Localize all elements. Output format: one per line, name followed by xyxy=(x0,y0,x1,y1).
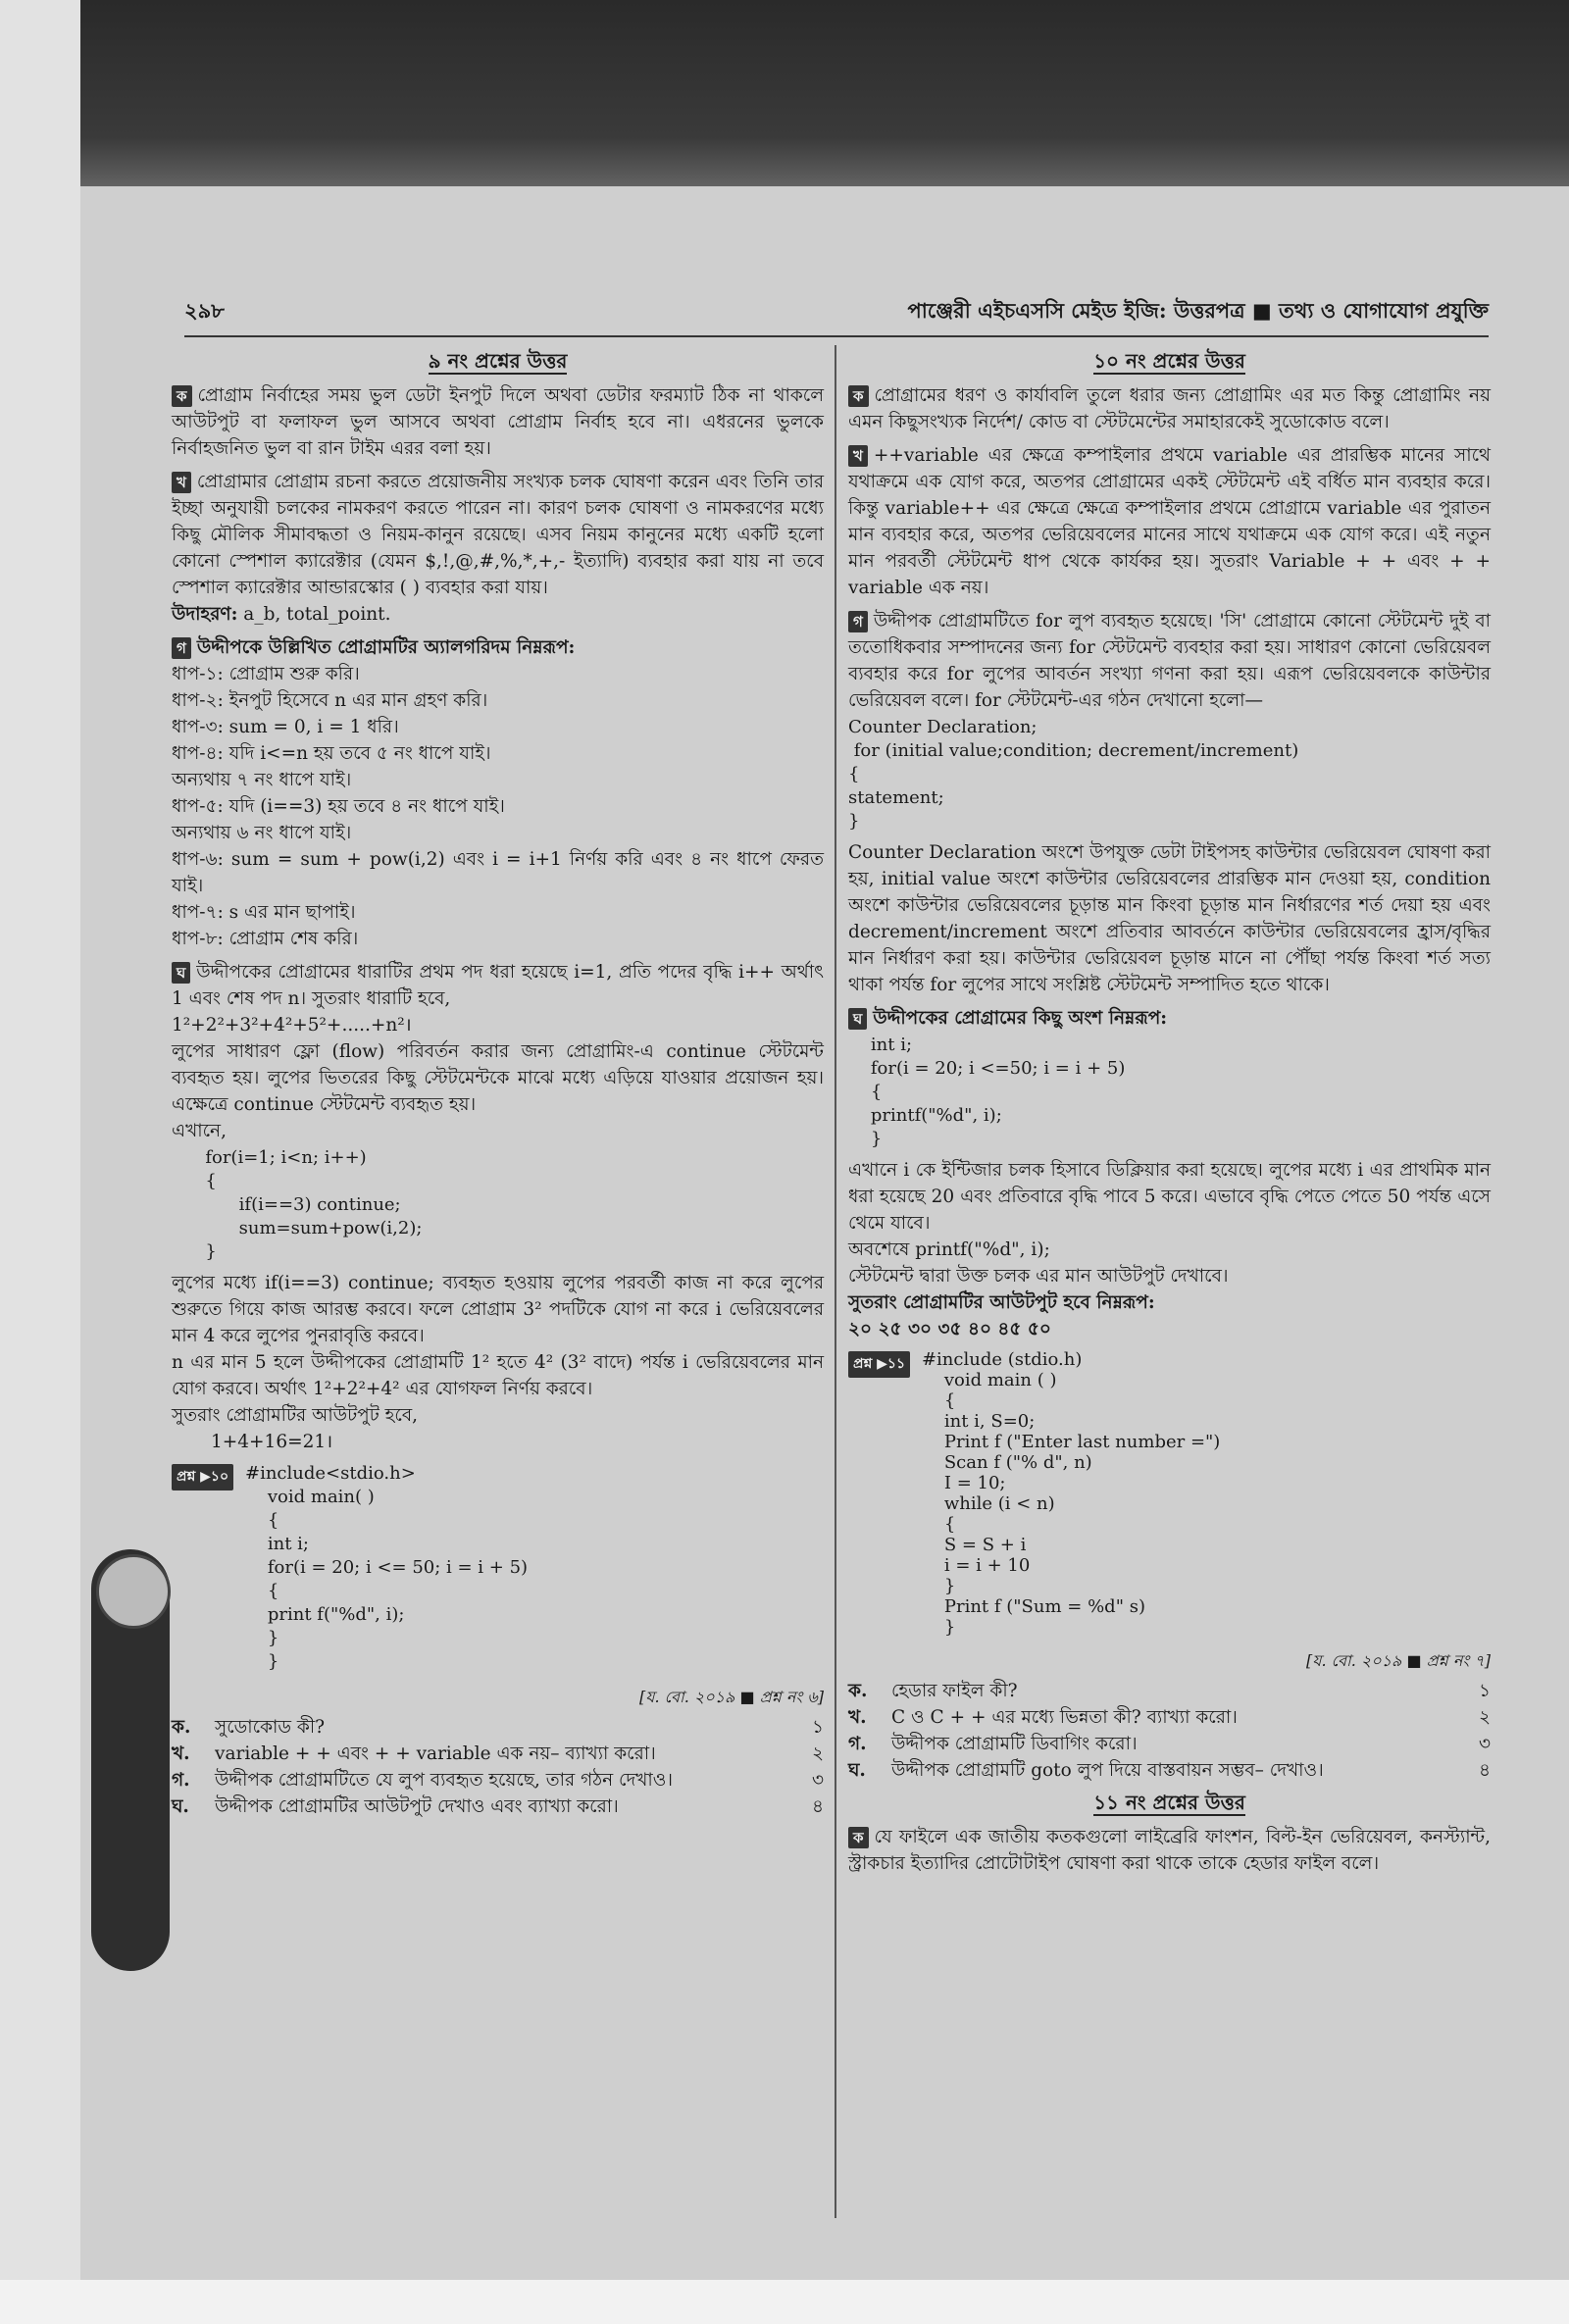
right-column xyxy=(848,348,1491,1884)
answer-9-gha: ঘ উদ্দীপকের প্রোগ্রামের ধারাটির প্রথম পদ ধরা হয়েছে i=1, প্রতি পদের বৃদ্ধি i++ অর্থাৎ 1 এবং শেষ পদ n। সুতরাং ধারাটি হবে, xyxy=(172,962,824,1009)
sub-question: ঘ. উদ্দীপক প্রোগ্রামটির আউটপুট দেখাও এবং ব্যাখ্যা করো। ৪ xyxy=(172,1796,824,1817)
answer-10-title: ১০ নং প্রশ্নের উত্তর xyxy=(1093,349,1245,373)
output-intro: সুতরাং প্রোগ্রামটির আউটপুট হবে নিম্নরূপ: xyxy=(848,1292,1155,1313)
marker-kha: খ xyxy=(848,445,868,467)
output-values: ২০ ২৫ ৩০ ৩৫ ৪০ ৪৫ ৫০ xyxy=(848,1319,1051,1339)
answer-9-ka: ক প্রোগ্রাম নির্বাহের সময় ভুল ডেটা ইনপুট দিলে অথবা ডেটার ফরম্যাট ঠিক না থাকলে আউটপুট বা ফলাফল ভুল আসবে অথবা প্রোগ্রাম নির্বাহ হবে না। এধরনের ভুলকে নির্বাহজনিত ভুল বা রান টাইম এরর বলা হয়। xyxy=(172,385,824,459)
question-11 xyxy=(848,1349,1491,1784)
algorithm-step: ধাপ-৬: sum = sum + pow(i,2) এবং i = i+1 নির্ণয় করি এবং ৪ নং ধাপে ফেরত যাই। xyxy=(172,849,824,896)
answer-9-title: ৯ নং প্রশ্নের উত্তর xyxy=(428,349,568,373)
sub-question: গ. উদ্দীপক প্রোগ্রামটিতে যে লুপ ব্যবহৃত হয়েছে, তার গঠন দেখাও। ৩ xyxy=(172,1770,824,1791)
continue-effect: লুপের মধ্যে if(i==3) continue; ব্যবহৃত হওয়ায় লুপের পরবর্তী কাজ না করে লুপের শুরুতে গিয়ে কাজ আরম্ভ করবে। ফলে প্রোগ্রাম 3² পদটিকে যোগ না করে i ভেরিয়েবলের মান 4 করে লুপের পুনরাবৃত্তি করবে। xyxy=(172,1273,824,1346)
question-10-source: [য. বো. ২০১৯ ■ প্রশ্ন নং ৬] xyxy=(639,1688,824,1706)
publisher-logo-icon xyxy=(96,1554,171,1629)
marker-kha: খ xyxy=(172,472,191,493)
answer-11-title: ১১ নং প্রশ্নের উত্তর xyxy=(1093,1791,1245,1814)
output-intro: সুতরাং প্রোগ্রামটির আউটপুট হবে, xyxy=(172,1405,419,1426)
answer-11-ka: ক যে ফাইলে এক জাতীয় কতকগুলো লাইব্রেরি ফাংশন, বিল্ট-ইন ভেরিয়েবল, কনস্ট্যান্ট, স্ট্রাকচার ইত্যাদির প্রোটোটাইপ ঘোষণা করা থাকে তাকে হেডার ফাইল বলে। xyxy=(848,1827,1491,1874)
continue-explanation: লুপের সাধারণ ফ্লো (flow) পরিবর্তন করার জন্য প্রোগ্রামিং-এ continue স্টেটমেন্ট ব্যবহৃত হয়। লুপের ভিতরের কিছু স্টেটমেন্টকে মাঝে মধ্যে এড়িয়ে যাওয়ার প্রয়োজন হয়। এক্ষেত্রে continue স্টেটমেন্ট ব্যবহৃত হয়। xyxy=(172,1041,824,1115)
sub-question: ক. সুডোকোড কী? ১ xyxy=(172,1717,824,1738)
answer-9-kha: খ প্রোগ্রামার প্রোগ্রাম রচনা করতে প্রয়োজনীয় সংখ্যক চলক ঘোষণা করেন এবং তিনি তার ইচ্ছা অনুযায়ী চলকের নামকরণ করতে পারেন না। কারণ চলক ঘোষণা ও নামকরণের মধ্যে কিছু মৌলিক সীমাবদ্ধতা ও নিয়ম-কানুন রয়েছে। এসব নিয়ম কানুনের মধ্যে একটি হলো কোনো স্পেশাল ক্যারেক্টার (যেমন $,!,@,#,%,*,+,- ইত্যাদি) ব্যবহার করা যায় না তবে স্পেশাল ক্যারেক্টার আন্ডারস্কোর ( ) ব্যবহার করা যায়। উদাহরণ: a_b, total_point. xyxy=(172,472,824,625)
algorithm-step: ধাপ-৮: প্রোগ্রাম শেষ করি। xyxy=(172,929,359,949)
program-part-code: int i; for(i = 20; i <=50; i = i + 5) { printf("%d", i); } xyxy=(870,1035,1126,1149)
marker-ka: ক xyxy=(848,1827,869,1848)
for-syntax-code: Counter Declaration; for (initial value;condition; decrement/increment) { statement; } xyxy=(848,717,1299,832)
marker-gha: ঘ xyxy=(848,1008,867,1030)
series-expression: 1²+2²+3²+4²+5²+.....+n²। xyxy=(172,1015,412,1036)
algorithm-step: অন্যথায় ৭ নং ধাপে যাই। xyxy=(172,770,352,790)
algorithm-step: অন্যথায় ৬ নং ধাপে যাই। xyxy=(172,823,352,843)
marker-ga: গ xyxy=(172,637,191,659)
answer-9-ga: গ উদ্দীপকে উল্লিখিত প্রোগ্রামটির অ্যালগরিদম নিম্নরূপ: xyxy=(172,634,824,661)
marker-ka: ক xyxy=(848,385,869,407)
question-11-code: #include (stdio.h) void main ( ) { int i, S=0; Print f ("Enter last number =") Scan f ("% d", n) I = 10; while (i < n) { S = S + i i = i + 10 } Print f ("Sum = %d" s) } xyxy=(921,1349,1221,1638)
column-divider xyxy=(835,345,836,2218)
page-number: ২৯৮ xyxy=(184,298,225,323)
bottom-margin-strip xyxy=(0,2280,1569,2324)
sub-question: ঘ. উদ্দীপক প্রোগ্রামটি goto লুপ দিয়ে বাস্তবায়ন সম্ভব– দেখাও। ৪ xyxy=(848,1760,1491,1781)
sub-question: ক. হেডার ফাইল কী? ১ xyxy=(848,1681,1491,1701)
algorithm-step: ধাপ-১: প্রোগ্রাম শুরু করি। xyxy=(172,664,360,684)
answer-10-gha: ঘ উদ্দীপকের প্রোগ্রামের কিছু অংশ নিম্নরূপ: xyxy=(848,1005,1491,1032)
here-label: এখানে, xyxy=(172,1121,227,1141)
question-11-label: প্রশ্ন ▶১১ xyxy=(848,1351,910,1378)
answer-10-ga: গ উদ্দীপক প্রোগ্রামটিতে for লুপ ব্যবহৃত হয়েছে। 'সি' প্রোগ্রামে কোনো স্টেটমেন্ট দুই বা ততোধিকবার সম্পাদনের জন্য for স্টেটমেন্ট ব্যবহার করা হয়। সাধারণ কোনো ভেরিয়েবল ব্যবহার করে for লুপের আবর্তন সংখ্যা গণনা করা হয়। এরূপ ভেরিয়েবলকে কাউন্টার ভেরিয়েবল বলে। for স্টেটমেন্ট-এর গঠন দেখানো হলো— xyxy=(848,611,1491,711)
book-title: পাঞ্জেরী এইচএসসি মেইড ইজি: উত্তরপত্র ■ তথ্য ও যোগাযোগ প্রযুক্তি xyxy=(907,298,1489,323)
sub-question: খ. C ও C + + এর মধ্যে ভিন্নতা কী? ব্যাখ্যা করো। ২ xyxy=(848,1707,1491,1728)
marker-ga: গ xyxy=(848,611,868,632)
left-column xyxy=(172,348,824,1820)
algorithm-step: ধাপ-৭: s এর মান ছাপাই। xyxy=(172,902,356,923)
loop-code-block: for(i=1; i<n; i++) { if(i==3) continue; sum=sum+pow(i,2); } xyxy=(205,1147,423,1262)
left-margin-strip xyxy=(0,0,80,2324)
page-header xyxy=(184,294,1489,337)
output-result: 1+4+16=21। xyxy=(211,1432,333,1452)
algorithm-steps xyxy=(172,661,824,952)
algorithm-step: ধাপ-৫: যদি (i==3) হয় তবে ৪ নং ধাপে যাই। xyxy=(172,796,505,817)
question-11-source: [য. বো. ২০১৯ ■ প্রশ্ন নং ৭] xyxy=(1306,1651,1491,1670)
algorithm-step: ধাপ-২: ইনপুট হিসেবে n এর মান গ্রহণ করি। xyxy=(172,690,488,711)
algorithm-step: ধাপ-৩: sum = 0, i = 1 ধরি। xyxy=(172,717,399,737)
sum-explanation: n এর মান 5 হলে উদ্দীপকের প্রোগ্রামটি 1² হতে 4² (3² বাদে) পর্যন্ত i ভেরিয়েবলের মান যোগ করবে। অর্থাৎ 1²+2²+4² এর যোগফল নির্ণয় করবে। xyxy=(172,1352,824,1399)
algorithm-step: ধাপ-৪: যদি i<=n হয় তবে ৫ নং ধাপে যাই। xyxy=(172,743,491,764)
sub-question: গ. উদ্দীপক প্রোগ্রামটি ডিবাগিং করো। ৩ xyxy=(848,1734,1491,1754)
loop-explanation: এখানে i কে ইন্টিজার চলক হিসাবে ডিক্লিয়ার করা হয়েছে। লুপের মধ্যে i এর প্রাথমিক মান ধরা হয়েছে 20 এবং প্রতিবারে বৃদ্ধি পাবে 5 করে। এভাবে বৃদ্ধি পেতে পেতে 50 পর্যন্ত এসে থেমে যাবে। xyxy=(848,1160,1491,1234)
marker-ka: ক xyxy=(172,385,192,407)
top-shadow xyxy=(0,0,1569,196)
sub-question: খ. variable + + এবং + + variable এক নয়– ব্যাখ্যা করো। ২ xyxy=(172,1743,824,1764)
question-10-label: প্রশ্ন ▶১০ xyxy=(172,1464,233,1490)
question-10 xyxy=(172,1462,824,1820)
printf-line: অবশেষে printf("%d", i); xyxy=(848,1239,1050,1260)
question-10-code: #include<stdio.h> void main( ) { int i; for(i = 20; i <= 50; i = i + 5) { print f("%d", i); } } xyxy=(244,1463,529,1672)
marker-gha: ঘ xyxy=(172,962,190,984)
for-syntax-explanation: Counter Declaration অংশে উপযুক্ত ডেটা টাইপসহ কাউন্টার ভেরিয়েবল ঘোষণা করা হয়, initial value অংশে কাউন্টার ভেরিয়েবলের প্রারম্ভিক মান দেওয়া হয়, condition অংশে কাউন্টার ভেরিয়েবলের চূড়ান্ত মান কিংবা চূড়ান্ত মান নির্ধারণের শর্ত দেয়া হয় এবং decrement/increment অংশে প্রতিবার আবর্তনে কাউন্টার ভেরিয়েবলের হ্রাস/বৃদ্ধির মান নির্ধারণ করা হয়। কাউন্টার ভেরিয়েবল চূড়ান্ত মানে না পৌঁছা পর্যন্ত কিংবা শর্ত সত্য থাকা পর্যন্ত for লুপের সাথে সংশ্লিষ্ট স্টেটমেন্ট সম্পাদিত হতে থাকে। xyxy=(848,842,1491,995)
printf-explanation: স্টেটমেন্ট দ্বারা উক্ত চলক এর মান আউটপুট দেখাবে। xyxy=(848,1266,1229,1287)
answer-10-ka: ক প্রোগ্রামের ধরণ ও কার্যাবলি তুলে ধরার জন্য প্রোগ্রামিং এর মত কিন্তু প্রোগ্রামিং নয় এমন কিছুসংখ্যক নির্দেশ/ কোড বা স্টেটমেন্টের সমাহারকেই সুডোকোড বলে। xyxy=(848,385,1491,432)
answer-10-kha: খ ++variable এর ক্ষেত্রে কম্পাইলার প্রথমে variable এর প্রারম্ভিক মানের সাথে যথাক্রমে এক যোগ করে, অতপর প্রোগ্রামের একই স্টেটমেন্ট এই বর্ধিত মান ব্যবহার করে। কিন্তু variable++ এর ক্ষেত্রে ক্ষেত্রে কম্পাইলার প্রথমে প্রোগ্রামে variable এর পুরাতন মান ব্যবহার করে, অতপর ভেরিয়েবলের মানের সাথে যথাক্রমে এক যোগ করে। এই নতুন মান পরবর্তী স্টেটমেন্ট ধাপ থেকে কার্যকর হয়। সুতরাং Variable + + এবং + + variable এক নয়। xyxy=(848,445,1491,598)
